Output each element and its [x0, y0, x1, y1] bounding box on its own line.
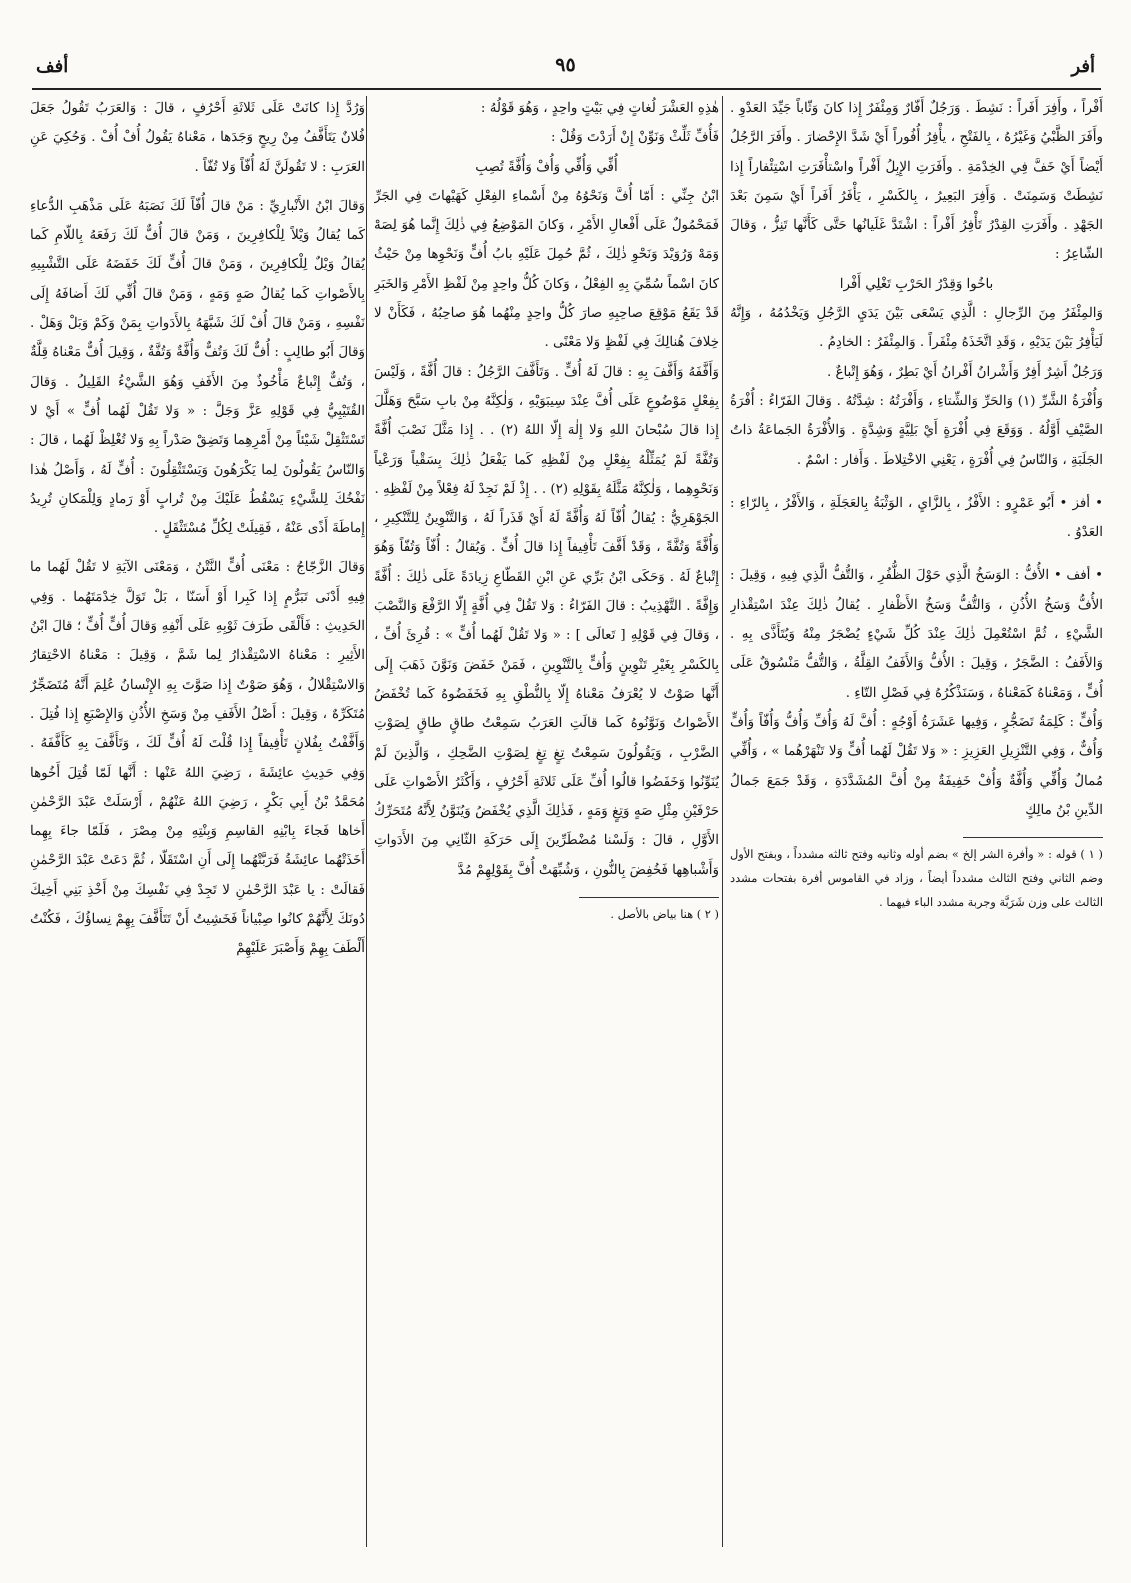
paragraph: أَفْراً ، وأَفِرَ أَفَراً : نَشِطَ . وَرَجُلٌ أَفّارٌ وَمِئْفَرٌ إِذا كانَ وَثّاباً جَيِّدَ العَدْوِ . وأَفَرَ الظَّبْيُ وَغَيْرُهُ ، بِالفَتْحِ ، يأْفِرُ أُفُوراً أَيْ شَدَّ الإِحْضارَ . وأَفَرَ الرَّجُلُ أَيْضاً أَيْ خَفَّ فِي الخِدْمَةِ . وأَفَرَتِ الإِبِلُ أَفْراً واسْتأْفَرَتِ اسْتِئْفاراً إِذا نَشِطَتْ وَسَمِنَتْ . وَأَفِرَ البَعِيرُ ، بِالكَسْرِ ، يَأْفَرُ أَفَراً أَيْ سَمِنَ بَعْدَ الجَهْدِ . وأَفَرَتِ القِدْرُ تَأْفِرُ أَفْراً : اشْتَدَّ غَلَيانُها حَتَّى كَأَنَّها تَنِزُّ ، وَقالَ الشّاعِرُ :: [730, 101, 1103, 263]
column-divider-left: [366, 96, 367, 1547]
column-divider-right: [722, 96, 723, 1547]
header-keyword-right: أفر: [1071, 56, 1095, 77]
page-number: ٩٥: [555, 54, 576, 76]
verse-line: أُفِّي وَأُفِّي وَأُفْ وَأُفَّةً تُصِبِ: [475, 159, 618, 175]
paragraph: الجَوْهَرِيُّ : يُقالُ أُفّاً لَهُ وَأُفَّةً لَهُ أَيْ قَذَراً لَهُ ، وَالتَّنْوِينُ لِلتَّنْكِيرِ ، وَأُفَّةً وَتُفَّةً ، وَقَدْ أَفَّفَ تَأْفِيفاً إِذا قالَ أُفٍّ . وَيُقالُ : أُفّاً وَتُفّاً وَهُوَ إِتْباعٌ لَهُ . وَحَكَى ابْنُ بَرِّي عَنِ ابْنِ القَطّاعِ زِيادَةً عَلَى ذٰلِكَ : أُفَّةً وَإِفَّةً . التَّهْذِيبُ : قالَ الفَرّاءُ : وَلا تَقُلْ فِي أُفَّةٍ إِلّا الرَّفْعَ وَالنَّصْبَ ، وَقالَ فِي قَوْلِهِ [ تَعالَى ] : « وَلا تَقُلْ لَهُما أُفٍّ » : قُرِئَ أُفِّ ، بِالكَسْرِ بِغَيْرِ تَنْوِينٍ وَأُفٍّ بِالتَّنْوِينِ ، فَمَنْ خَفَضَ وَنَوَّنَ ذَهَبَ إِلَى أَنَّها صَوْتٌ لا يُعْرَفُ مَعْناهُ إِلّا بِالنُّطْقِ بِهِ فَخَفَضُوهُ كَما تُخْفَضُ الأَصْواتُ وَنَوَّنُوهُ كَما قالَتِ العَرَبُ سَمِعْتُ طاقٍ طاقٍ لِصَوْتِ الضَّرْبِ ، وَيَقُولُونَ سَمِعْتُ تِغٍ تِغٍ لِصَوْتِ الضَّحِكِ ، وَالَّذِينَ لَمْ يُنَوِّنُوا وَخَفَضُوا قالُوا أُفِّ عَلَى ثَلاثَةِ أَحْرُفٍ ، وَأَكْثَرُ الأَصْواتِ عَلَى حَرْفَيْنِ مِثْلِ صَهٍ وَتِغٍ وَمَهٍ ، فَذٰلِكَ الَّذِي يُخْفَضُ وَيُنَوَّنُ لِأَنَّهُ مُتَحَرِّكُ الأَوَّلِ ، قالَ : وَلَسْنا مُضْطَرِّينَ إِلَى حَرَكَةِ الثّانِي مِنَ الأَدَواتِ وَأَشْباهِها فَخُفِضَ بِالنُّونِ ، وَشُبِّهَتْ أُفَّ بِقَوْلِهِمْ مُدَّ: [374, 511, 719, 878]
paragraph: وَقالَ الزَّجّاجُ : مَعْنَى أُفٍّ النَّتْنُ ، وَمَعْنَى الآيَةِ لا تَقُلْ لَهُما ما فِيهِ أَدْنَى تَبَرُّمٍ إِذا كَبِرا أَوْ أَسَنّا ، بَلْ تَوَلَّ خِدْمَتَهُما . وَفِي الحَدِيثِ : فَأَلْقَى طَرَفَ ثَوْبِهِ عَلَى أَنْفِهِ وَقالَ أُفٍّ أُفٍّ ؛ قالَ ابْنُ الأَثِيرِ : مَعْناهُ الاسْتِقْذارُ لِما شَمَّ ، وَقِيلَ : مَعْناهُ الاحْتِقارُ وَالاسْتِقْلالُ ، وَهُوَ صَوْتٌ إِذا صَوَّتَ بِهِ الإِنْسانُ عُلِمَ أَنَّهُ مُتَضَجِّرٌ مُتَكَرِّهٌ ، وَقِيلَ : أَصْلُ الأَفَفِ مِنْ وَسَخِ الأُذُنِ وَالإِصْبَعِ إِذا فُتِلَ . وَأَفَّفْتُ بِفُلانٍ تَأْفِيفاً إِذا قُلْتَ لَهُ أُفٍّ لَكَ ، وَتَأَفَّفَ بِهِ كَأَفَّفَهُ . وَفِي حَدِيثِ عائِشَةَ ، رَضِيَ اللهُ عَنْها : أَنَّها لَمّا قُتِلَ أَخُوها مُحَمَّدُ بْنُ أَبِي بَكْرٍ ، رَضِيَ اللهُ عَنْهُمْ ، أَرْسَلَتْ عَبْدَ الرَّحْمٰنِ أَخاها فَجاءَ بِابْنِهِ القاسِمِ وَبِنْتِهِ مِنْ مِصْرَ ، فَلَمّا جاءَ بِهِما أَخَذَتْهُما عائِشَةُ فَرَبَّتْهُما إِلَى أَنِ اسْتَقَلّا ، ثُمَّ دَعَتْ عَبْدَ الرَّحْمٰنِ فَقالَتْ : يا عَبْدَ الرَّحْمٰنِ لا تَجِدْ فِي نَفْسِكَ مِنْ أَخْذِ بَنِي أَخِيكَ دُونَكَ لِأَنَّهُمْ كانُوا صِبْياناً فَخَشِيتُ أَنْ تَتَأَفَّفَ بِهِمْ نِساؤُكَ ، فَكُنْتُ أَلْطَفَ بِهِمْ وَأَصْبَرَ عَلَيْهِمْ: [30, 560, 365, 957]
header-keyword-left: أفف: [36, 56, 69, 77]
footnote: ( ٢ ) هنا بياض بالأصل .: [610, 907, 719, 922]
header-rule: [32, 88, 1101, 90]
page-header: [30, 50, 1101, 90]
entry-aff: • أفف • الأُفُّ : الوَسَخُ الَّذِي حَوْلَ الظُّفُرِ ، وَالتُّفُّ الَّذِي فِيهِ ، وَقِيلَ : الأُفُّ وَسَخُ الأُذُنِ ، وَالتُّفُّ وَسَخُ الأَظْفارِ . يُقالُ ذٰلِكَ عِنْدَ اسْتِقْذارِ الشَّيْءِ ، ثُمَّ اسْتُعْمِلَ ذٰلِكَ عِنْدَ كُلِّ شَيْءٍ يُضْجَرُ مِنْهُ وَيُتَأَذَّى بِهِ . وَالأَفَفُ : الضَّجَرُ ، وَقِيلَ : الأُفُّ وَالأَفَفُ القِلَّةُ ، وَالتُّفُّ مَنْسُوقٌ عَلَى أُفٍّ ، وَمَعْناهُ كَمَعْناهُ ، وَسَنَذْكُرُهُ فِي فَصْلِ التّاءِ .: [730, 568, 1103, 701]
footnote: ( ١ ) قوله : « وأفرة الشر إلخ » بضم أوله وثانيه وفتح ثالثه مشدداً ، وبفتح الأول وضم الثاني وفتح الثالث مشدداً أيضاً ، وزاد في القاموس أفرة بفتحات مشدد الثالث على وزن شَرَبَّة وجربة مشدد الباء فيهما .: [730, 847, 1103, 910]
paragraph: ابْنُ جِنِّي : أَمّا أُفَّ وَنَحْوُهُ مِنْ أَسْماءِ الفِعْلِ كَهَيْهاتَ فِي الجَرِّ فَمَحْمُولٌ عَلَى أَفْعالِ الأَمْرِ ، وَكانَ المَوْضِعُ فِي ذٰلِكَ إِنَّما هُوَ لِصَهْ وَمَهْ وَرُوَيْدَ وَنَحْوِ ذٰلِكَ ، ثُمَّ حُمِلَ عَلَيْهِ بابُ أُفٍّ وَنَحْوِها مِنْ حَيْثُ كانَ اسْماً سُمِّيَ بِهِ الفِعْلُ ، وَكانَ كُلُّ واحِدٍ مِنْ لَفْظِ الأَمْرِ وَالخَبَرِ قَدْ يَقَعُ مَوْقِعَ صاحِبِهِ صارَ كُلُّ واحِدٍ مِنْهُما هُوَ صاحِبُهُ ، فَكَأَنْ لا خِلافَ هُنالِكَ فِي لَفْظٍ وَلا مَعْنًى .: [374, 188, 719, 351]
column-middle: [374, 94, 719, 1555]
verse-line: باخُوا وَقِدْرُ الحَرْبِ تَغْلِي أَفْرا: [839, 276, 994, 292]
paragraph: وَأُفْرَةُ الشَّرِّ (١) وَالحَرِّ وَالشِّتاءِ ، وَأَفْرَتُهُ : شِدَّتُهُ . وَقالَ الفَرّاءُ : أُفْرَةُ الصَّيْفِ أَوَّلُهُ . وَوَقَعَ فِي أُفْرَةٍ أَيْ بَلِيَّةٍ وَشِدَّةٍ . وَالأُفْرَةُ الجَماعَةُ ذاتُ الجَلَبَةِ ، وَالنّاسُ فِي أُفْرَةٍ ، يَعْنِي الاخْتِلاطَ . وَأَفار : اسْمٌ .: [730, 393, 1103, 468]
paragraph: وَقالَ ابْنُ الأَنْبارِيِّ : مَنْ قالَ أُفّاً لَكَ نَصَبَهُ عَلَى مَذْهَبِ الدُّعاءِ كَما يُقالُ وَيْلاً لِلْكافِرِينَ ، وَمَنْ قالَ أُفٌّ لَكَ رَفَعَهُ بِاللّامِ كَما يُقالُ وَيْلٌ لِلْكافِرِينَ ، وَمَنْ قالَ أُفٍّ لَكَ خَفَضَهُ عَلَى التَّشْبِيهِ بِالأَصْواتِ كَما يُقالُ صَهٍ وَمَهٍ ، وَمَنْ قالَ أُفِّي لَكَ أَضافَهُ إِلَى نَفْسِهِ ، وَمَنْ قالَ أُفْ لَكَ شَبَّهَهُ بِالأَدَواتِ بِمَنْ وَكَمْ وَبَلْ وَهَلْ . وَقالَ أَبُو طالِبٍ : أُفٌّ لَكَ وَتُفٌّ وَأُفَّةٌ وَتُفَّةٌ ، وَقِيلَ أُفٌّ مَعْناهُ قِلَّةٌ ، وَتُفٌّ إِتْباعٌ مَأْخُوذٌ مِنَ الأَفَفِ وَهُوَ الشَّيْءُ القَلِيلُ . وَقالَ القُتَيْبِيُّ فِي قَوْلِهِ عَزَّ وَجَلَّ : « وَلا تَقُلْ لَهُما أُفٍّ » أَيْ لا تَسْتَثْقِلْ شَيْئاً مِنْ أَمْرِهِما وَتَضِقْ صَدْراً بِهِ وَلا تُغْلِظْ لَهُما ، قالَ : وَالنّاسُ يَقُولُونَ لِما يَكْرَهُونَ وَيَسْتَثْقِلُونَ : أُفٍّ لَهُ ، وَأَصْلُ هٰذا نَفْخُكَ لِلشَّيْءِ يَسْقُطُ عَلَيْكَ مِنْ تُرابٍ أَوْ رَمادٍ وَلِلْمَكانِ تُرِيدُ إِماطَةَ أَذًى عَنْهُ ، فَقِيلَتْ لِكُلِّ مُسْتَثْقَلٍ .: [30, 198, 365, 537]
paragraph: وَأُفٍّ : كَلِمَةُ تَضَجُّرٍ ، وَفِيها عَشَرَةُ أَوْجُهٍ : أُفَّ لَهُ وَأُفِّ وَأُفُّ وَأُفّاً وَأُفٍّ وَأُفٌّ ، وَفِي التَّنْزِيلِ العَزِيزِ : « وَلا تَقُلْ لَهُما أُفٍّ وَلا تَنْهَرْهُما » ، وَأُفِّي مُمالٌ وَأُفِّي وَأُفَّةٌ وَأُفْ خَفِيفَةٌ مِنْ أُفَّ المُشَدَّدَةِ ، وَقَدْ جَمَعَ جَمالُ الدِّينِ بْنُ مالِكٍ: [730, 714, 1103, 818]
entry-afz: • أفز • أَبُو عَمْرٍو : الأَفْزُ ، بِالزَّايِ ، الوَثْبَةُ بِالعَجَلَةِ ، وَالأَفْرُ ، بِالرّاءِ : العَدْوُ .: [730, 495, 1103, 541]
paragraph: فَأُفِّ ثَلِّثْ وَنَوِّنْ إِنْ أَرَدْتَ وَقُلْ :: [551, 130, 719, 146]
paragraph: وَرُدَّ إِذا كانَتْ عَلَى ثَلاثَةِ أَحْرُفٍ ، قالَ : وَالعَرَبُ تَقُولُ جَعَلَ فُلانٌ يَتَأَفَّفُ مِنْ رِيحٍ وَجَدَها ، مَعْناهُ يَقُولُ أُفْ أُفْ . وَحُكِيَ عَنِ العَرَبِ : لا تَقُولَنَّ لَهُ أُفّاً وَلا تُفّاً .: [30, 101, 365, 175]
paragraph: هٰذِهِ العَشْرَ لُغاتٍ فِي بَيْتٍ واحِدٍ ، وَهُوَ قَوْلُهُ :: [480, 101, 719, 116]
paragraph: وَرَجُلٌ أَشِرٌ أَفِرٌ وَأَشْرانُ أَفْرانُ أَيْ بَطِرٌ ، وَهُوَ إِتْباعٌ .: [826, 364, 1103, 380]
column-left: [30, 94, 365, 1555]
column-right: [730, 94, 1103, 1555]
footnote-rule: [963, 837, 1103, 838]
paragraph: وَالمِئْفَرُ مِنَ الرِّجالِ : الَّذِي يَسْعَى بَيْنَ يَدَيِ الرَّجُلِ وَيَخْدُمُهُ ، وَإِنَّهُ لَيَأْفِرُ بَيْنَ يَدَيْهِ ، وَقَدِ اتَّخَذَهُ مِئْفَراً . وَالمِئْفَرُ : الخادِمُ .: [730, 306, 1103, 351]
footnote-rule: [579, 897, 719, 898]
paragraph: وَأَفَّفَهُ وَأَفَّفَ بِهِ : قالَ لَهُ أُفٍّ . وَتَأَفَّفَ الرَّجُلُ : قالَ أُفَّةً ، وَلَيْسَ بِفِعْلٍ مَوْضُوعٍ عَلَى أُفَّ عِنْدَ سِيبَوَيْهِ ، وَلٰكِنَّهُ مِنْ بابِ سَبَّحَ وَهَلَّلَ إِذا قالَ سُبْحانَ اللهِ وَلا إِلٰهَ إِلّا اللهُ (٢) . . إِذا مَثَّلَ نَصْبَ أُفَّةً وَتُفَّةً لَمْ يُمَثِّلْهُ بِفِعْلٍ مِنْ لَفْظِهِ كَما يَفْعَلُ ذٰلِكَ بِسَقْياً وَرَعْياً وَنَحْوِهِما ، وَلٰكِنَّهُ مَثَّلَهُ بِقَوْلِهِ (٢) . . إِذْ لَمْ نَجِدْ لَهُ فِعْلاً مِنْ لَفْظِهِ .: [374, 364, 719, 497]
